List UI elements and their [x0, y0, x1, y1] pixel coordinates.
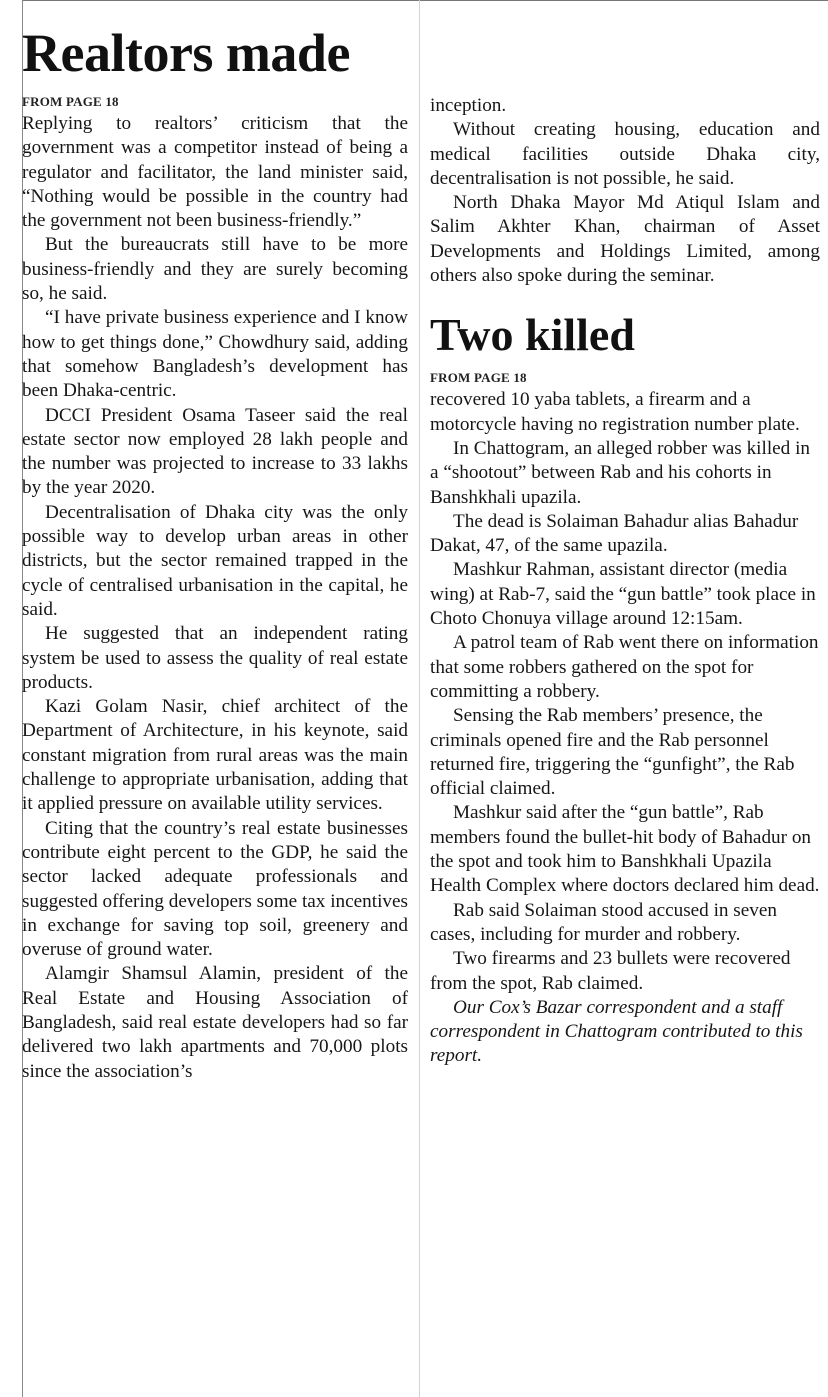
story1-headline: Realtors made [22, 23, 350, 83]
story1-paragraph: Kazi Golam Nasir, chief architect of the Department of Architecture, in his keynote, said constant migration from rural areas was the main challenge to appropriate urbanisation, adding that it applied pressure on available utility services. [22, 696, 408, 815]
story2-paragraph: recovered 10 yaba tablets, a firearm and a motorcycle having no registration number plate. [430, 389, 800, 435]
story2-paragraph: Rab said Solaiman stood accused in seven cases, including for murder and robbery. [430, 899, 777, 945]
story1-continued-paragraph: inception. [430, 95, 507, 116]
story1-paragraph: He suggested that an independent rating system be used to assess the quality of real estate products. [22, 623, 408, 693]
story1-body [22, 112, 408, 1084]
story1-continued-paragraph: Without creating housing, education and medical facilities outside Dhaka city, decentralisation is not possible, he said. [430, 119, 820, 189]
story1-paragraph: Citing that the country’s real estate businesses contribute eight percent to the GDP, he said the sector lacked adequate professionals and suggested offering developers some tax incentives in exchange for saving top soil, greenery and overuse of ground water. [22, 817, 408, 961]
story2-paragraph: The dead is Solaiman Bahadur alias Bahadur Dakat, 47, of the same upazila. [430, 510, 799, 557]
story2-paragraph: In Chattogram, an alleged robber was killed in a “shootout” between Rab and his cohorts in Banshkhali upazila. [430, 437, 810, 508]
story2-paragraph: Mashkur said after the “gun battle”, Rab members found the bullet-hit body of Bahadur on the spot and took him to Banshkhali Upazila Health Complex where doctors declared him dead. [430, 802, 820, 897]
story2-headline: Two killed [430, 309, 635, 361]
story1-paragraph: Decentralisation of Dhaka city was the only possible way to develop urban areas in other districts, but the sector remained trapped in the cycle of centralised urbanisation in the capital, he said. [22, 501, 408, 620]
story2-jump-label: FROM PAGE 18 [430, 370, 527, 386]
story1-jump-label: FROM PAGE 18 [22, 94, 119, 109]
story1-continued-paragraph: North Dhaka Mayor Md Atiqul Islam and Salim Akhter Khan, chairman of Asset Developments and Holdings Limited, among others also spoke during the seminar. [430, 192, 820, 287]
story2-paragraph: A patrol team of Rab went there on information that some robbers gathered on the spot for committing a robbery. [430, 632, 819, 702]
story1-paragraph: Replying to realtors’ criticism that the government was a competitor instead of being a regulator and facilitator, the land minister said, “Nothing would be possible in the country had the government not been business-friendly.” [22, 113, 408, 232]
story1-paragraph: “I have private business experience and I know how to get things done,” Chowdhury said, adding that somehow Bangladesh’s development has been Dhaka-centric. [22, 307, 408, 402]
story1-continuation [430, 94, 820, 288]
right-column [430, 0, 820, 1397]
story1-paragraph: DCCI President Osama Taseer said the real estate sector now employed 28 lakh people and the number was projected to increase to 33 lakhs by the year 2020. [22, 404, 408, 499]
story1-paragraph: Alamgir Shamsul Alamin, president of the Real Estate and Housing Association of Bangladesh, said real estate developers had so far delivered two lakh apartments and 70,000 plots since the association’s [22, 963, 408, 1082]
story2-credit: Our Cox’s Bazar correspondent and a staff correspondent in Chattogram contributed to this report. [430, 996, 803, 1067]
story2-paragraph: Sensing the Rab members’ presence, the criminals opened fire and the Rab personnel returned fire, triggering the “gunfight”, the Rab official claimed. [430, 705, 795, 800]
story1-paragraph: But the bureaucrats still have to be more business-friendly and they are surely becoming so, he said. [22, 234, 408, 305]
story2-paragraph: Mashkur Rahman, assistant director (media wing) at Rab-7, said the “gun battle” took place in Choto Chonuya village around 12:15am. [430, 559, 816, 630]
story2-body [430, 388, 820, 1068]
left-column [22, 0, 408, 1397]
story2-paragraph: Two firearms and 23 bullets were recovered from the spot, Rab claimed. [430, 948, 791, 994]
column-divider [419, 0, 420, 1397]
